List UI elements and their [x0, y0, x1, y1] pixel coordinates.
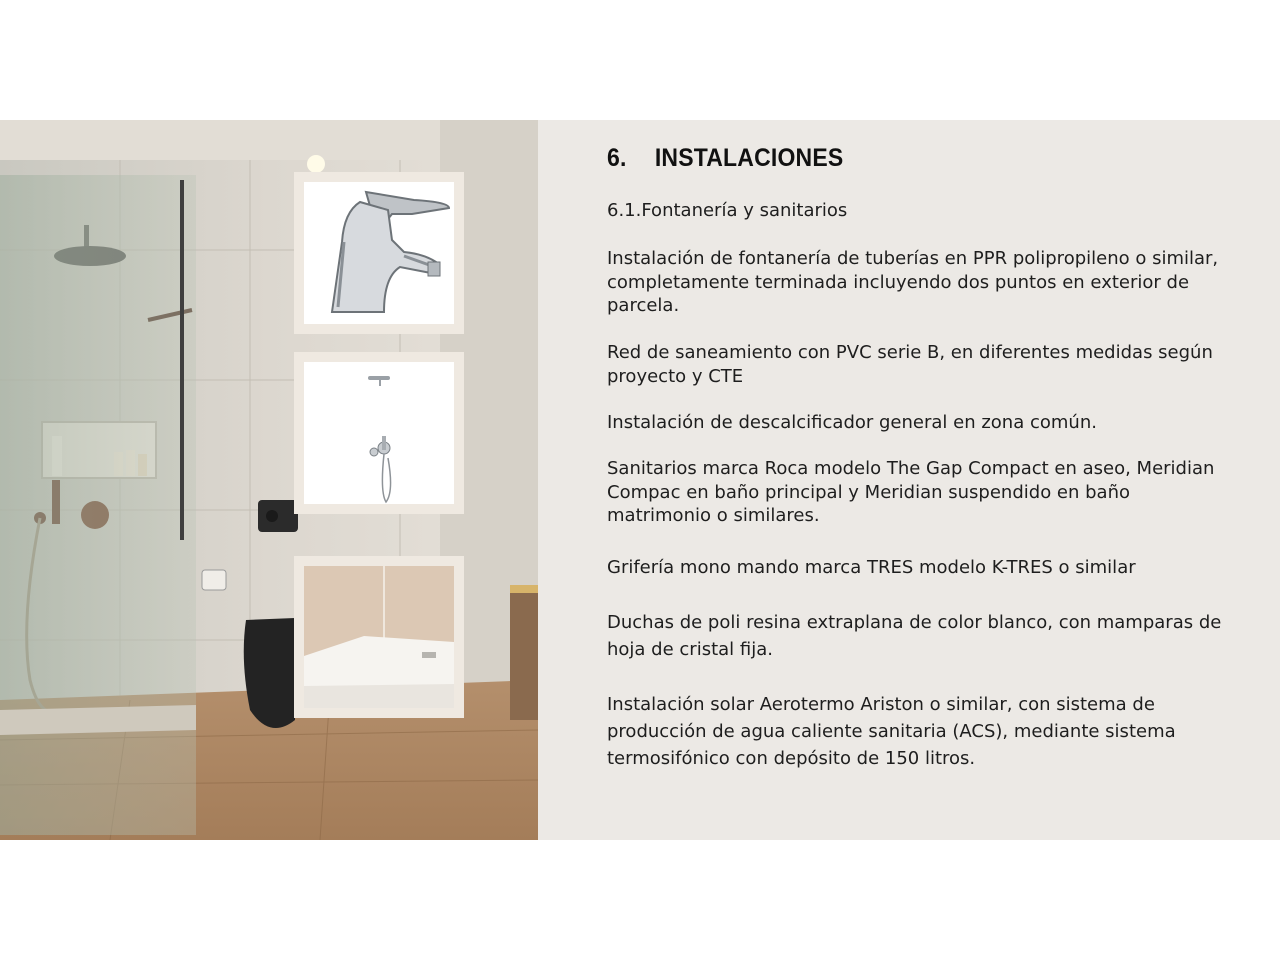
section-title-text: INSTALACIONES [654, 144, 844, 172]
shower-tray-thumbnail [294, 556, 464, 718]
faucet-thumbnail [294, 172, 464, 334]
shower-set-icon [304, 362, 454, 504]
subsection-title: 6.1.Fontanería y sanitarios [607, 200, 848, 221]
paragraph-plumbing: Instalación de fontanería de tuberías en PPR polipropileno o similar, completamente terminada incluyendo dos puntos en exterior de parcela. [607, 248, 1219, 316]
paragraph-sanitary: Sanitarios marca Roca modelo The Gap Compact en aseo, Meridian Compac en baño principal y Meridian suspendido en baño matrimonio o similares. [607, 458, 1215, 526]
section-number: 6. [607, 144, 627, 172]
paragraph-solar: Instalación solar Aerotermo Ariston o similar, con sistema de producción de agua caliente sanitaria (ACS), mediante sistema termosifónico con depósito de 150 litros. [607, 694, 1176, 769]
shower-set-thumbnail [294, 352, 464, 514]
paragraph-softener: Instalación de descalcificador general en zona común. [607, 412, 1097, 433]
faucet-icon [304, 182, 454, 324]
paragraph-faucets: Grifería mono mando marca TRES modelo K-TRES o similar [607, 557, 1136, 578]
paragraph-drainage: Red de saneamiento con PVC serie B, en diferentes medidas según proyecto y CTE [607, 342, 1213, 387]
shower-tray-icon [304, 566, 454, 708]
paragraph-shower-trays: Duchas de poli resina extraplana de color blanco, con mamparas de hoja de cristal fija. [607, 612, 1222, 660]
section-title [607, 144, 843, 173]
